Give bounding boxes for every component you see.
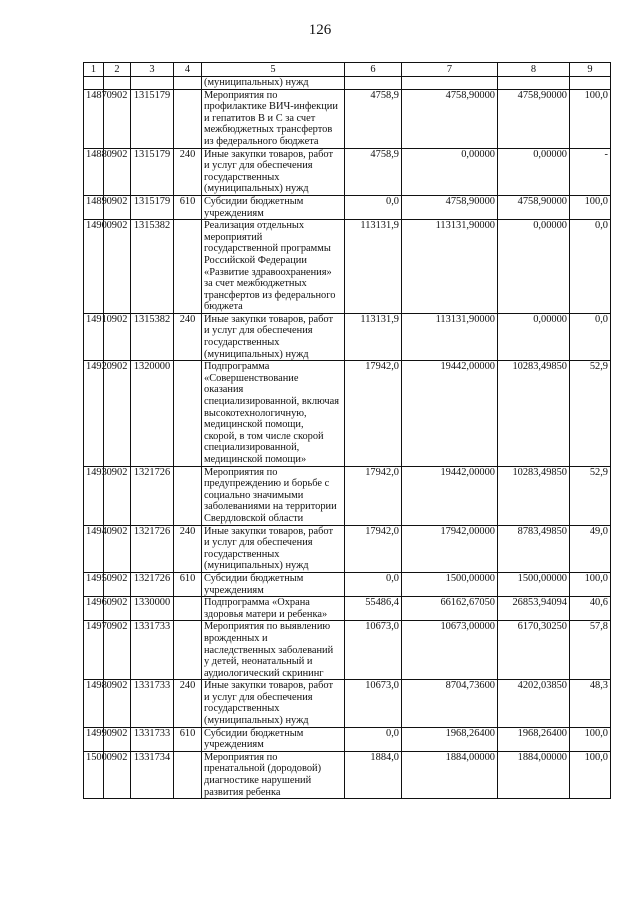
- planned-amount: 4758,9: [345, 148, 402, 195]
- planned-amount: 17942,0: [345, 466, 402, 525]
- execution-percent: 100,0: [570, 195, 611, 219]
- row-description: Мероприятия по выявлению врожденных и наследственных заболеваний у детей, неонатальный и аудиологический скрининг: [202, 621, 345, 680]
- target-code: 1315382: [131, 220, 174, 314]
- row-description: Мероприятия по предупреждению и борьбе с социально значимыми заболеваниями на территории Свердловской области: [202, 466, 345, 525]
- col-header: 6: [345, 63, 402, 77]
- specified-amount: 4758,90000: [402, 195, 498, 219]
- executed-amount: 4758,90000: [498, 89, 570, 148]
- col-header: 9: [570, 63, 611, 77]
- specified-amount: 10673,00000: [402, 621, 498, 680]
- row-number: 1492: [84, 361, 104, 466]
- row-number: 1490: [84, 220, 104, 314]
- section-code: 0902: [104, 195, 131, 219]
- header-row: [84, 63, 611, 77]
- expense-type: 240: [174, 525, 202, 572]
- row-description: Субсидии бюджетным учреждениям: [202, 727, 345, 751]
- executed-amount: 0,00000: [498, 148, 570, 195]
- target-code: 1320000: [131, 361, 174, 466]
- expense-type: 610: [174, 572, 202, 596]
- specified-amount: 1500,00000: [402, 572, 498, 596]
- section-code: 0902: [104, 466, 131, 525]
- execution-percent: 100,0: [570, 751, 611, 798]
- table-row: [84, 597, 611, 621]
- target-code: 1315179: [131, 89, 174, 148]
- row-description: Субсидии бюджетным учреждениям: [202, 195, 345, 219]
- col-header: 8: [498, 63, 570, 77]
- planned-amount: 1884,0: [345, 751, 402, 798]
- execution-percent: 57,8: [570, 621, 611, 680]
- section-code: 0902: [104, 313, 131, 360]
- specified-amount: 19442,00000: [402, 361, 498, 466]
- target-code: 1321726: [131, 466, 174, 525]
- target-code: 1331734: [131, 751, 174, 798]
- target-code: 1321726: [131, 525, 174, 572]
- section-code: 0902: [104, 525, 131, 572]
- page-number: 126: [308, 22, 332, 38]
- row-number: 1493: [84, 466, 104, 525]
- execution-percent: 100,0: [570, 727, 611, 751]
- row-description: Иные закупки товаров, работ и услуг для обеспечения государственных (муниципальных) нужд: [202, 148, 345, 195]
- executed-amount: 4202,03850: [498, 680, 570, 727]
- row-number: 1488: [84, 148, 104, 195]
- table-row: [84, 148, 611, 195]
- row-description: Мероприятия по пренатальной (дородовой) диагностике нарушений развития ребенка: [202, 751, 345, 798]
- expense-type: 240: [174, 148, 202, 195]
- row-number: 1495: [84, 572, 104, 596]
- executed-amount: 26853,94094: [498, 597, 570, 621]
- section-code: 0902: [104, 727, 131, 751]
- col-header: 3: [131, 63, 174, 77]
- planned-amount: 113131,9: [345, 220, 402, 314]
- expense-type: 610: [174, 727, 202, 751]
- section-code: 0902: [104, 220, 131, 314]
- row-number: 1499: [84, 727, 104, 751]
- execution-percent: 48,3: [570, 680, 611, 727]
- table-row: [84, 572, 611, 596]
- expense-type: [174, 466, 202, 525]
- row-description: Мероприятия по профилактике ВИЧ-инфекции и гепатитов В и С за счет межбюджетных трансфертов из федерального бюджета: [202, 89, 345, 148]
- col-header: 5: [202, 63, 345, 77]
- expense-type: [174, 597, 202, 621]
- planned-amount: 17942,0: [345, 361, 402, 466]
- target-code: 1331733: [131, 680, 174, 727]
- target-code: 1315179: [131, 148, 174, 195]
- table-row: [84, 361, 611, 466]
- specified-amount: 19442,00000: [402, 466, 498, 525]
- planned-amount: 0,0: [345, 195, 402, 219]
- specified-amount: 113131,90000: [402, 313, 498, 360]
- table-row: [84, 89, 611, 148]
- expense-type: 240: [174, 313, 202, 360]
- row-description: Иные закупки товаров, работ и услуг для обеспечения государственных (муниципальных) нужд: [202, 680, 345, 727]
- planned-amount: 10673,0: [345, 621, 402, 680]
- table-row: [84, 313, 611, 360]
- executed-amount: 1884,00000: [498, 751, 570, 798]
- col-header: 4: [174, 63, 202, 77]
- target-code: 1330000: [131, 597, 174, 621]
- budget-table: [83, 62, 611, 799]
- row-description: Реализация отдельных мероприятий государственной программы Российской Федерации «Развитие здравоохранения» за счет межбюджетных трансфертов из федерального бюджета: [202, 220, 345, 314]
- specified-amount: 17942,00000: [402, 525, 498, 572]
- planned-amount: 10673,0: [345, 680, 402, 727]
- executed-amount: 1968,26400: [498, 727, 570, 751]
- section-code: 0902: [104, 680, 131, 727]
- specified-amount: 8704,73600: [402, 680, 498, 727]
- specified-amount: 1884,00000: [402, 751, 498, 798]
- expense-type: [174, 220, 202, 314]
- expense-type: 240: [174, 680, 202, 727]
- row-number: 1497: [84, 621, 104, 680]
- section-code: 0902: [104, 621, 131, 680]
- executed-amount: 8783,49850: [498, 525, 570, 572]
- expense-type: 610: [174, 195, 202, 219]
- target-code: 1315179: [131, 195, 174, 219]
- row-description: Подпрограмма «Совершенствование оказания специализированной, включая высокотехнологичную, медицинской помощи, скорой, в том числе скорой специализированной, медицинской помощи»: [202, 361, 345, 466]
- planned-amount: 4758,9: [345, 89, 402, 148]
- specified-amount: 0,00000: [402, 148, 498, 195]
- row-number: 1496: [84, 597, 104, 621]
- row-description: Подпрограмма «Охрана здоровья матери и ребенка»: [202, 597, 345, 621]
- executed-amount: 0,00000: [498, 220, 570, 314]
- specified-amount: 4758,90000: [402, 89, 498, 148]
- row-number: 1491: [84, 313, 104, 360]
- executed-amount: 4758,90000: [498, 195, 570, 219]
- expense-type: [174, 89, 202, 148]
- execution-percent: 100,0: [570, 89, 611, 148]
- execution-percent: 52,9: [570, 466, 611, 525]
- planned-amount: 55486,4: [345, 597, 402, 621]
- row-number: 1489: [84, 195, 104, 219]
- executed-amount: 10283,49850: [498, 361, 570, 466]
- specified-amount: 113131,90000: [402, 220, 498, 314]
- executed-amount: 10283,49850: [498, 466, 570, 525]
- planned-amount: 0,0: [345, 727, 402, 751]
- execution-percent: 40,6: [570, 597, 611, 621]
- expense-type: [174, 751, 202, 798]
- section-code: 0902: [104, 148, 131, 195]
- execution-percent: 52,9: [570, 361, 611, 466]
- table-row: [84, 680, 611, 727]
- target-code: 1331733: [131, 621, 174, 680]
- planned-amount: 0,0: [345, 572, 402, 596]
- executed-amount: 1500,00000: [498, 572, 570, 596]
- execution-percent: 49,0: [570, 525, 611, 572]
- row-description: (муниципальных) нужд: [202, 77, 345, 90]
- section-code: 0902: [104, 597, 131, 621]
- row-number: 1498: [84, 680, 104, 727]
- expense-type: [174, 621, 202, 680]
- table-row: [84, 727, 611, 751]
- row-description: Субсидии бюджетным учреждениям: [202, 572, 345, 596]
- row-description: Иные закупки товаров, работ и услуг для обеспечения государственных (муниципальных) нужд: [202, 525, 345, 572]
- planned-amount: 17942,0: [345, 525, 402, 572]
- planned-amount: 113131,9: [345, 313, 402, 360]
- table-row: [84, 525, 611, 572]
- section-code: 0902: [104, 361, 131, 466]
- target-code: 1321726: [131, 572, 174, 596]
- col-header: 2: [104, 63, 131, 77]
- table-row: [84, 751, 611, 798]
- row-number: 1487: [84, 89, 104, 148]
- target-code: 1331733: [131, 727, 174, 751]
- execution-percent: 0,0: [570, 313, 611, 360]
- execution-percent: 0,0: [570, 220, 611, 314]
- specified-amount: 1968,26400: [402, 727, 498, 751]
- continued-row: [84, 77, 611, 90]
- col-header: 1: [84, 63, 104, 77]
- execution-percent: -: [570, 148, 611, 195]
- row-number: 1494: [84, 525, 104, 572]
- expense-type: [174, 361, 202, 466]
- executed-amount: 6170,30250: [498, 621, 570, 680]
- target-code: 1315382: [131, 313, 174, 360]
- row-description: Иные закупки товаров, работ и услуг для обеспечения государственных (муниципальных) нужд: [202, 313, 345, 360]
- table-row: [84, 466, 611, 525]
- section-code: 0902: [104, 572, 131, 596]
- table-row: [84, 195, 611, 219]
- table-row: [84, 220, 611, 314]
- specified-amount: 66162,67050: [402, 597, 498, 621]
- execution-percent: 100,0: [570, 572, 611, 596]
- executed-amount: 0,00000: [498, 313, 570, 360]
- table-row: [84, 621, 611, 680]
- col-header: 7: [402, 63, 498, 77]
- section-code: 0902: [104, 89, 131, 148]
- section-code: 0902: [104, 751, 131, 798]
- row-number: 1500: [84, 751, 104, 798]
